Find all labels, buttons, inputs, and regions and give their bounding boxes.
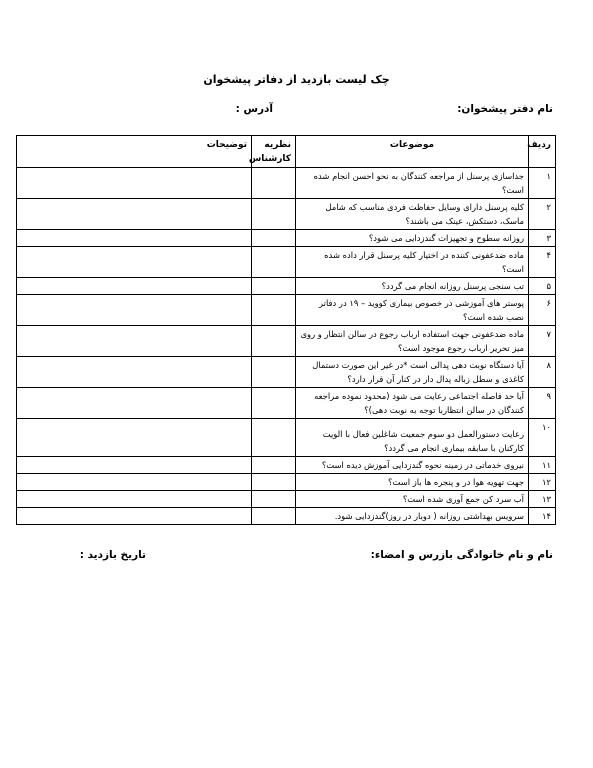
row-number: ۳	[529, 230, 556, 247]
row-notes-cell[interactable]	[17, 295, 252, 326]
column-header-expert-opinion	[248, 136, 296, 168]
row-notes-cell[interactable]	[17, 388, 252, 419]
row-opinion-cell[interactable]	[252, 230, 296, 247]
row-number: ۱۳	[529, 491, 556, 508]
row-number: ۱	[529, 168, 556, 199]
column-header-topics: موضوعات	[296, 136, 529, 168]
row-opinion-cell[interactable]	[252, 357, 296, 388]
row-topic: روزانه سطوح و تجهیزات گندزدایی می شود؟	[296, 230, 529, 247]
table-row	[17, 388, 556, 419]
table-row	[17, 230, 556, 247]
row-number: ۱۰	[529, 419, 556, 457]
column-header-notes: توضیحات	[17, 136, 252, 168]
table-row	[17, 278, 556, 295]
row-number: ۱۴	[529, 508, 556, 525]
row-topic: ماده ضدعفونی جهت استفاده ارباب رجوع در سالن انتظار و روی میز تحریر ارباب رجوع موجود است؟	[296, 326, 529, 357]
table-row	[17, 168, 556, 199]
column-header-opinion-line2: کارشناس	[248, 154, 291, 164]
row-notes-cell[interactable]	[17, 508, 252, 525]
row-number: ۵	[529, 278, 556, 295]
row-number: ۶	[529, 295, 556, 326]
row-notes-cell[interactable]	[17, 326, 252, 357]
table-row	[17, 457, 556, 474]
row-topic: پوستر های آموزشی در خصوص بیماری کووید – ۱۹ در دفاتر نصب شده است؟	[296, 295, 529, 326]
row-topic: نیروی خدماتی در زمینه نحوه گندزدایی آموزش دیده است؟	[296, 457, 529, 474]
table-row	[17, 247, 556, 278]
inspector-signature-label: نام و نام خانوادگی بازرس و امضاء:	[370, 549, 553, 561]
table-row	[17, 295, 556, 326]
row-notes-cell[interactable]	[17, 474, 252, 491]
row-opinion-cell[interactable]	[252, 388, 296, 419]
row-opinion-cell[interactable]	[252, 508, 296, 525]
row-opinion-cell[interactable]	[252, 491, 296, 508]
row-topic: ماده ضدعفونی کننده در اختیار کلیه پرسنل قرار داده شده است؟	[296, 247, 529, 278]
row-opinion-cell[interactable]	[252, 457, 296, 474]
checklist-body	[17, 168, 556, 525]
row-number: ۱۲	[529, 474, 556, 491]
row-topic: کلیه پرسنل دارای وسایل حفاظت فردی مناسب که شامل ماسک، دستکش، عینک می باشند؟	[296, 199, 529, 230]
table-row	[17, 474, 556, 491]
row-number: ۷	[529, 326, 556, 357]
visit-date-label: تاریخ بازدید :	[79, 549, 146, 561]
row-number: ۸	[529, 357, 556, 388]
row-opinion-cell[interactable]	[252, 199, 296, 230]
row-opinion-cell[interactable]	[252, 247, 296, 278]
row-number: ۲	[529, 199, 556, 230]
row-number: ۴	[529, 247, 556, 278]
row-topic: رعایت دستورالعمل دو سوم جمعیت شاغلین فعال با الویت کارکنان با سابقه بیماری انجام می گردد؟	[296, 419, 529, 457]
table-row	[17, 491, 556, 508]
row-notes-cell[interactable]	[17, 247, 252, 278]
row-opinion-cell[interactable]	[252, 326, 296, 357]
row-opinion-cell[interactable]	[252, 419, 296, 457]
row-notes-cell[interactable]	[17, 491, 252, 508]
row-opinion-cell[interactable]	[252, 278, 296, 295]
row-topic: آیا حد فاصله اجتماعی رعایت می شود (محدود نموده مراجعه کنندگان در سالن انتظاربا توجه به نوبت دهی)؟	[296, 388, 529, 419]
checklist-table	[16, 135, 556, 525]
row-notes-cell[interactable]	[17, 357, 252, 388]
row-number: ۱۱	[529, 457, 556, 474]
row-opinion-cell[interactable]	[252, 168, 296, 199]
address-label: آدرس :	[235, 103, 273, 115]
table-row	[17, 508, 556, 525]
row-notes-cell[interactable]	[17, 168, 252, 199]
row-notes-cell[interactable]	[17, 457, 252, 474]
row-topic: سرویس بهداشتی روزانه ( دوبار در روز)گندزدایی شود.	[296, 508, 529, 525]
row-notes-cell[interactable]	[17, 419, 252, 457]
row-topic: آیا دستگاه نوبت دهی پدالی است *در غیر این صورت دستمال کاغذی و سطل زباله پدال دار در کنار آن قرار دارد؟	[296, 357, 529, 388]
table-row	[17, 419, 556, 457]
row-number: ۹	[529, 388, 556, 419]
table-row	[17, 357, 556, 388]
page-title: چک لیست بازدید از دفاتر پیشخوان	[203, 73, 390, 86]
row-topic: تب سنجی پرسنل روزانه انجام می گردد؟	[296, 278, 529, 295]
row-topic: جهت تهویه هوا در و پنجره ها باز است؟	[296, 474, 529, 491]
row-notes-cell[interactable]	[17, 230, 252, 247]
table-row	[17, 199, 556, 230]
office-name-label: نام دفتر پیشخوان:	[457, 103, 553, 115]
column-header-row-number: ردیف	[529, 136, 556, 168]
row-topic: آب سرد کن جمع آوری شده است؟	[296, 491, 529, 508]
table-header-row	[17, 136, 556, 168]
table-row	[17, 326, 556, 357]
row-topic: جداسازی پرسنل از مراجعه کنندگان به نحو احسن انجام شده است؟	[296, 168, 529, 199]
column-header-opinion-line1: نظریه	[264, 140, 291, 150]
row-notes-cell[interactable]	[17, 199, 252, 230]
row-notes-cell[interactable]	[17, 278, 252, 295]
row-opinion-cell[interactable]	[252, 295, 296, 326]
row-opinion-cell[interactable]	[252, 474, 296, 491]
